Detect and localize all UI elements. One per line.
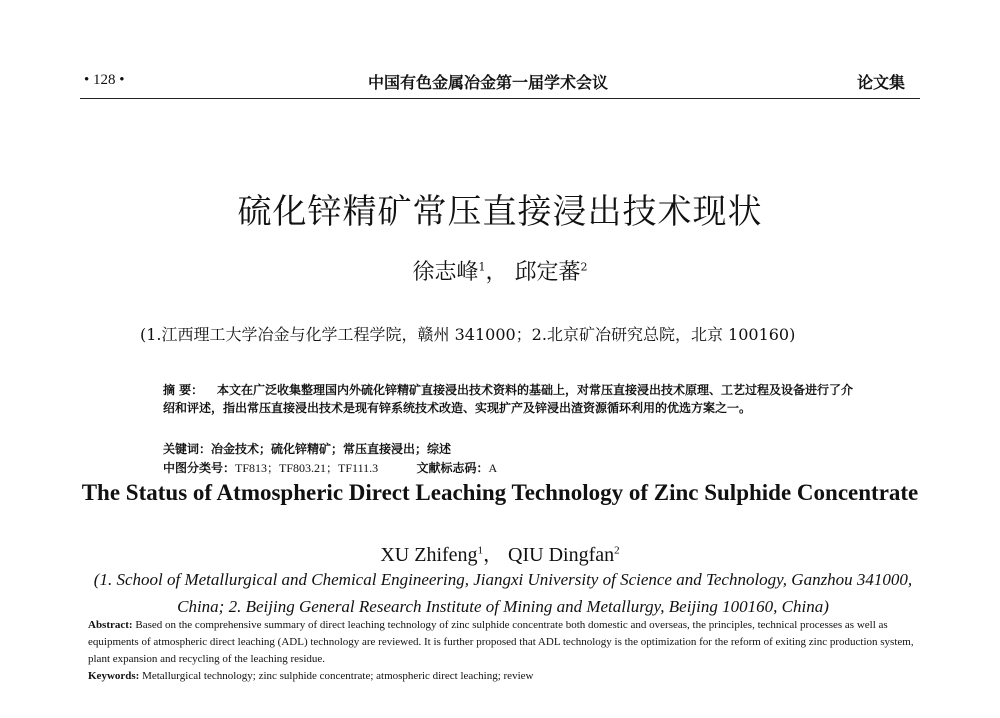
keywords-text-chinese: 冶金技术；硫化锌精矿；常压直接浸出；综述 xyxy=(211,442,452,456)
author-separator: ， xyxy=(483,544,504,566)
author-affiliation-marker: 1 xyxy=(478,260,486,274)
authors-chinese xyxy=(0,255,1000,286)
paper-title-chinese: 硫化锌精矿常压直接浸出技术现状 xyxy=(237,192,763,232)
abstract-chinese xyxy=(163,381,853,417)
abstract-text-english: Based on the comprehensive summary of direct leaching technology of zinc sulphide concentrate both domestic and overseas, the principles, technical processes as well as equipments of atmospheric direct leaching (ADL) technology are reviewed. It is further proposed that ADL technology is the optimization for the reform of exiting zinc production system, plant expansion and recycling of the leaching residue. xyxy=(88,619,914,665)
affiliation-chinese: (1.江西理工大学冶金与化学工程学院，赣州 341000；2.北京矿冶研究总院，北京 100160) xyxy=(140,325,796,344)
author-name: 邱定蕃 xyxy=(514,260,581,285)
author-name: XU Zhifeng xyxy=(380,544,478,566)
clc-number: TF813；TF803.21；TF111.3 xyxy=(235,461,379,475)
running-header-section: 论文集 xyxy=(857,73,906,92)
author-affiliation-marker: 1 xyxy=(477,544,484,557)
clc-label: 中图分类号： xyxy=(163,461,236,475)
page-number: • 128 • xyxy=(84,72,125,88)
abstract-label-english: Abstract: xyxy=(88,619,133,631)
author-name: 徐志峰 xyxy=(412,260,479,285)
affiliation-english: (1. School of Metallurgical and Chemical Engineering, Jiangxi University of Science and Technology, Ganzhou 341000, China; 2. Beijing General Research Institute of Mining and Metallurgy, Beijing 100160, China) xyxy=(93,570,913,616)
keywords-english xyxy=(88,670,533,682)
abstract-text-chinese: 本文在广泛收集整理国内外硫化锌精矿直接浸出技术资料的基础上，对常压直接浸出技术原理、工艺过程及设备进行了介绍和评述，指出常压直接浸出技术是现有锌系统技术改造、实现扩产及锌浸出渣资源循环利用的优选方案之一。 xyxy=(163,383,854,415)
authors-english xyxy=(0,538,1000,567)
abstract-english xyxy=(88,617,922,668)
doc-code-label: 文献标志码： xyxy=(416,461,489,475)
classification-line xyxy=(163,459,497,476)
abstract-label-chinese: 摘 要： xyxy=(163,383,204,397)
keywords-text-english: Metallurgical technology; zinc sulphide concentrate; atmospheric direct leaching; review xyxy=(142,670,534,682)
header-rule xyxy=(80,98,920,99)
author-separator: ， xyxy=(485,260,508,285)
keywords-chinese xyxy=(163,440,451,457)
running-header-conference: 中国有色金属冶金第一届学术会议 xyxy=(368,73,609,92)
author-name: QIU Dingfan xyxy=(508,544,615,566)
author-affiliation-marker: 2 xyxy=(614,544,620,557)
author-affiliation-marker: 2 xyxy=(580,260,588,274)
paper-title-english: The Status of Atmospheric Direct Leaching Technology of Zinc Sulphide Concentrate xyxy=(81,480,919,505)
doc-code: A xyxy=(488,461,498,475)
keywords-label-english: Keywords: xyxy=(88,670,140,682)
keywords-label-chinese: 关键词： xyxy=(163,442,212,456)
